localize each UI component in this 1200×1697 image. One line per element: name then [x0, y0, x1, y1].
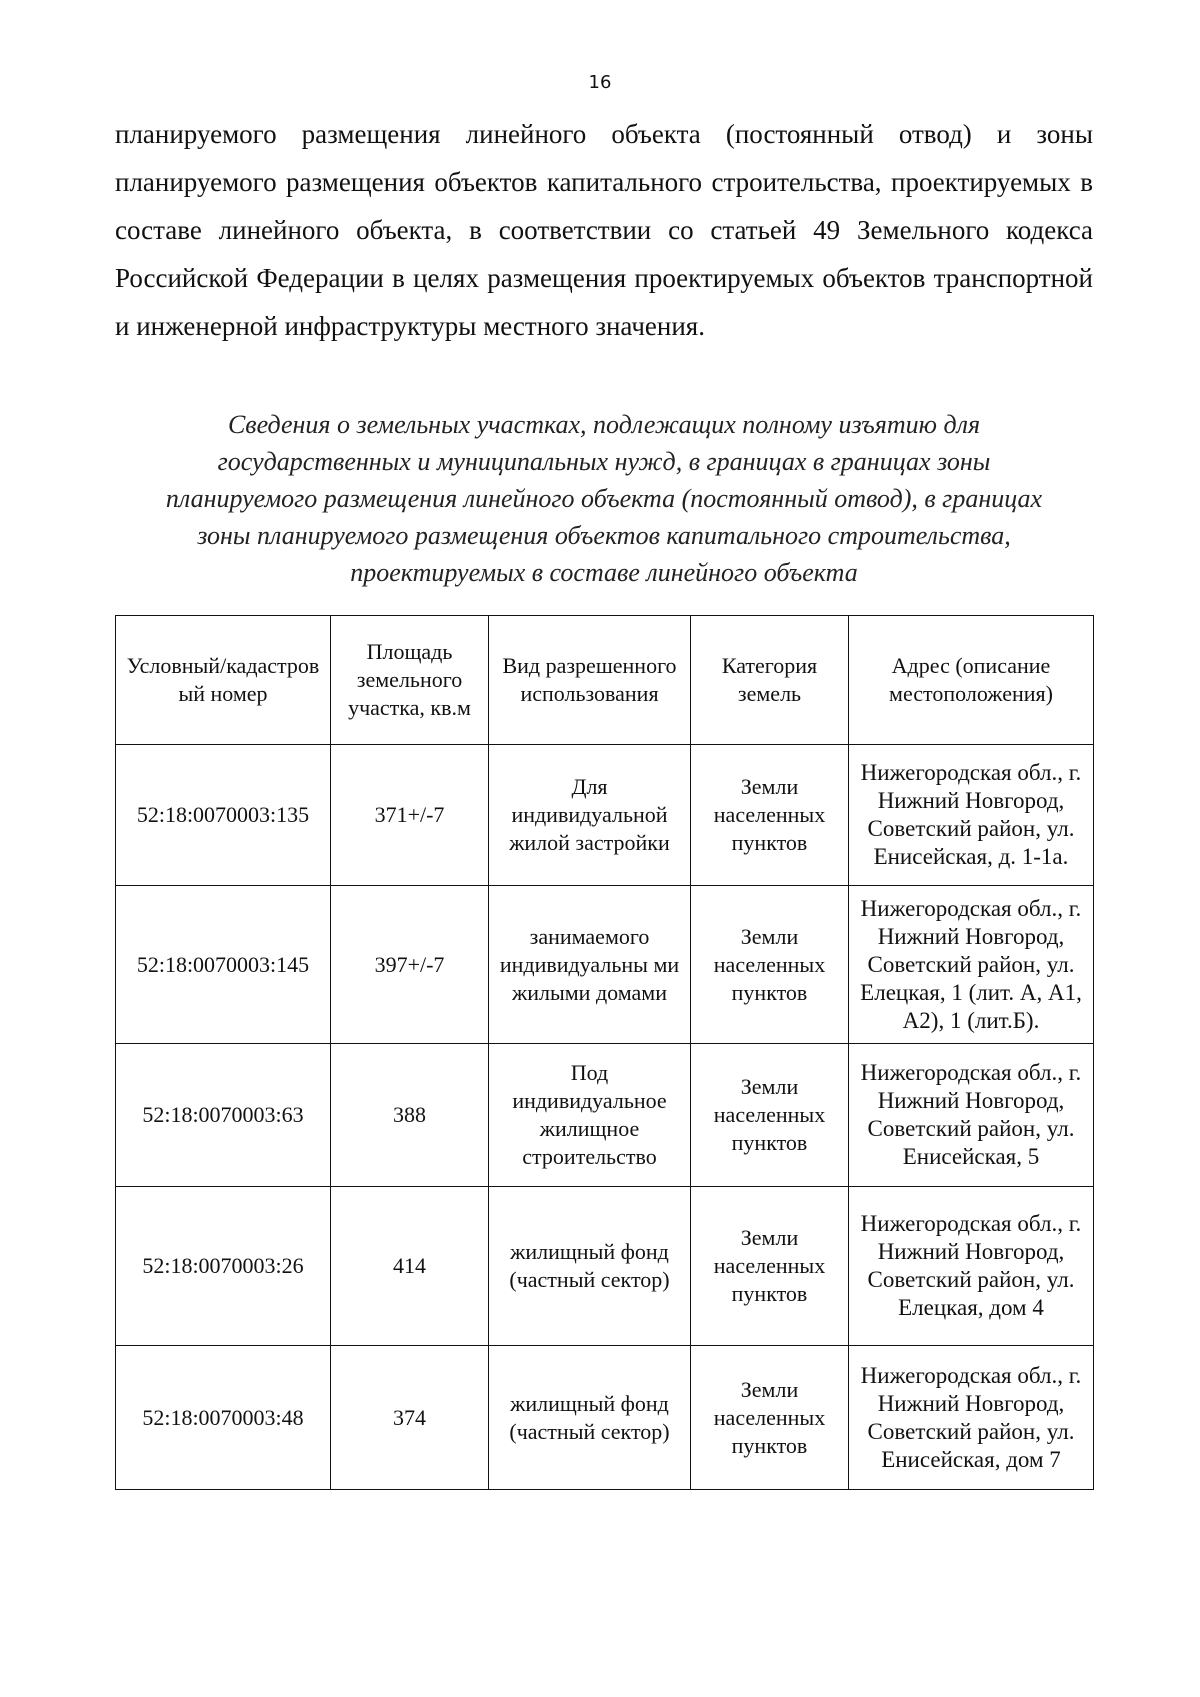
table-row: [116, 1044, 1094, 1187]
cell-category: Земли населенных пунктов: [691, 1044, 849, 1187]
caption-line: государственных и муниципальных нужд, в границах в границах зоны: [217, 447, 991, 476]
cell-use: занимаемого индивидуальны ми жилыми домами: [489, 886, 691, 1044]
cell-address: Нижегородская обл., г. Нижний Новгород, Советский район, ул. Елецкая, дом 4: [849, 1187, 1094, 1346]
cell-category: Земли населенных пунктов: [691, 1187, 849, 1346]
cell-address: Нижегородская обл., г. Нижний Новгород, Советский район, ул. Енисейская, д. 1-1а.: [849, 745, 1094, 886]
body-paragraph: планируемого размещения линейного объекта (постоянный отвод) и зоны планируемого размещения объектов капитального строительства, проектируемых в составе линейного объекта, в соответствии со статьей 49 Земельного кодекса Российской Федерации в целях размещения проектируемых объектов транспортной и инженерной инфраструктуры местного значения.: [115, 119, 1093, 341]
cell-category: Земли населенных пунктов: [691, 1346, 849, 1490]
cell-use: жилищный фонд (частный сектор): [489, 1346, 691, 1490]
parcels-table: [115, 615, 1094, 1490]
caption-line: планируемого размещения линейного объекта (постоянный отвод), в границах: [165, 484, 1043, 513]
caption-line: проектируемых в составе линейного объекта: [350, 558, 858, 587]
cell-address: Нижегородская обл., г. Нижний Новгород, Советский район, ул. Енисейская, 5: [849, 1044, 1094, 1187]
header-use: Вид разрешенного использования: [489, 616, 691, 745]
caption-line: Сведения о земельных участках, подлежащих полному изъятию для: [227, 410, 981, 439]
cell-use: Для индивидуальной жилой застройки: [489, 745, 691, 886]
cell-number: 52:18:0070003:26: [116, 1187, 331, 1346]
header-number: Условный/кадастровый номер: [116, 616, 331, 745]
cell-use: жилищный фонд (частный сектор): [489, 1187, 691, 1346]
cell-address: Нижегородская обл., г. Нижний Новгород, Советский район, ул. Елецкая, 1 (лит. А, А1, А2), 1 (лит.Б).: [849, 886, 1094, 1044]
table-row: [116, 886, 1094, 1044]
cell-number: 52:18:0070003:63: [116, 1044, 331, 1187]
cell-number: 52:18:0070003:145: [116, 886, 331, 1044]
caption-line: зоны планируемого размещения объектов капитального строительства,: [197, 521, 1011, 550]
cell-category: Земли населенных пунктов: [691, 745, 849, 886]
table-row: [116, 745, 1094, 886]
table-row: [116, 1187, 1094, 1346]
cell-number: 52:18:0070003:135: [116, 745, 331, 886]
cell-category: Земли населенных пунктов: [691, 886, 849, 1044]
header-area: Площадь земельного участка, кв.м: [331, 616, 489, 745]
table-header-row: [116, 616, 1094, 745]
cell-area: 397+/-7: [331, 886, 489, 1044]
cell-area: 371+/-7: [331, 745, 489, 886]
cell-area: 374: [331, 1346, 489, 1490]
page-number: 16: [588, 72, 612, 93]
cell-number: 52:18:0070003:48: [116, 1346, 331, 1490]
cell-area: 414: [331, 1187, 489, 1346]
table-caption: [110, 406, 1098, 591]
cell-area: 388: [331, 1044, 489, 1187]
header-category: Категория земель: [691, 616, 849, 745]
header-address: Адрес (описание местоположения): [849, 616, 1094, 745]
cell-address: Нижегородская обл., г. Нижний Новгород, Советский район, ул. Енисейская, дом 7: [849, 1346, 1094, 1490]
table-row: [116, 1346, 1094, 1490]
cell-use: Под индивидуальное жилищное строительство: [489, 1044, 691, 1187]
